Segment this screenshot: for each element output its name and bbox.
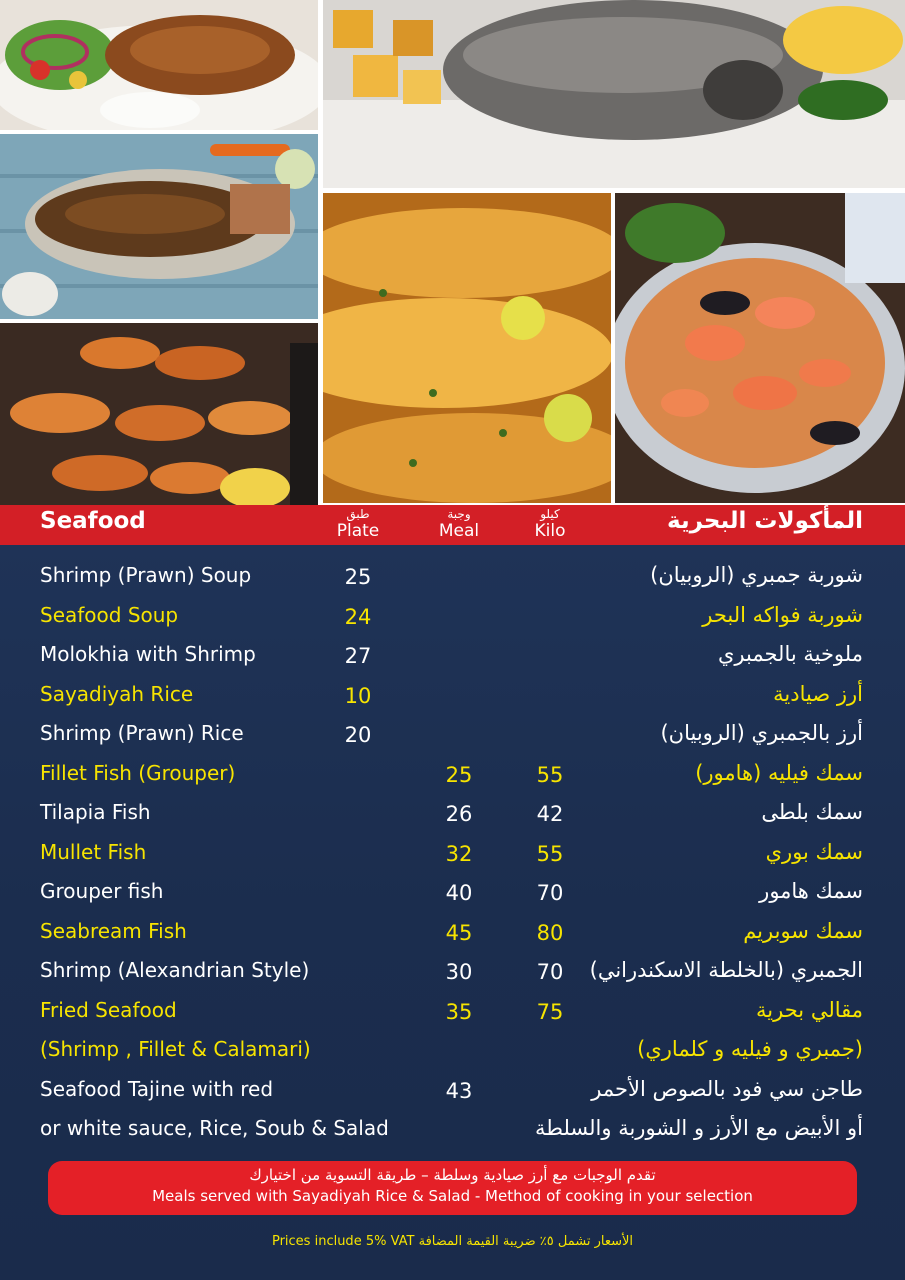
menu-item-name-ar: (جمبري و فيليه و كلماري) — [637, 1037, 863, 1061]
grilled-fish-potatoes-photo — [323, 0, 905, 188]
column-header-kilo — [510, 505, 590, 541]
menu-item-name-ar: أرز بالجمبري (الروبيان) — [660, 721, 863, 745]
menu-item-name-ar: سمك فيليه (هامور) — [695, 761, 863, 785]
menu-item-price-kilo: 70 — [536, 960, 564, 984]
whole-fish-tray-photo — [0, 134, 318, 319]
menu-item-name-ar: سمك بوري — [765, 840, 863, 864]
menu-item-row — [0, 636, 905, 675]
menu-item-row — [0, 755, 905, 794]
menu-header-band — [0, 505, 905, 545]
menu-item-name-ar: سمك بلطى — [761, 800, 863, 824]
menu-item-price-meal: 35 — [445, 1000, 473, 1024]
menu-item-price-kilo: 55 — [536, 842, 564, 866]
menu-item-name-en: Mullet Fish — [40, 840, 147, 864]
menu-item-price-meal: 25 — [445, 763, 473, 787]
menu-item-price-kilo: 75 — [536, 1000, 564, 1024]
menu-item-name-en: Seafood Tajine with red — [40, 1077, 274, 1101]
menu-item-name-ar: سمك سوبريم — [743, 919, 863, 943]
menu-item-name-ar: شوربة فواكه البحر — [702, 603, 863, 627]
menu-item-name-ar: الجمبري (بالخلطة الاسكندراني) — [589, 958, 863, 982]
meals-note-ar: تقدم الوجبات مع أرز صيادية وسلطة – طريقة التسوية من اختيارك — [249, 1166, 656, 1184]
menu-item-name-en: (Shrimp , Fillet & Calamari) — [40, 1037, 311, 1061]
menu-item-name-en: Fried Seafood — [40, 998, 177, 1022]
menu-item-row — [0, 834, 905, 873]
column-header-kilo-ar: كيلو — [540, 507, 560, 521]
menu-item-price-meal: 43 — [445, 1079, 473, 1103]
column-header-meal-ar: وجبة — [447, 507, 471, 521]
menu-item-price-meal: 32 — [445, 842, 473, 866]
menu-item-price-meal: 40 — [445, 881, 473, 905]
fried-fish-plate-photo — [0, 0, 318, 130]
menu-item-name-en: Shrimp (Prawn) Rice — [40, 721, 244, 745]
vat-notice: Prices include 5% VAT الأسعار تشمل ٥٪ ضريبة القيمة المضافة — [271, 1234, 634, 1249]
grilled-shrimp-pan-photo — [0, 323, 318, 505]
column-header-meal — [419, 505, 499, 541]
menu-item-price-kilo: 80 — [536, 921, 564, 945]
menu-item-price-kilo: 42 — [536, 802, 564, 826]
menu-item-row — [0, 557, 905, 596]
menu-item-name-ar: سمك هامور — [759, 879, 863, 903]
menu-item-name-ar: ملوخية بالجمبري — [717, 642, 863, 666]
menu-item-row — [0, 952, 905, 991]
menu-item-price-meal: 26 — [445, 802, 473, 826]
column-header-plate-ar: طبق — [346, 507, 370, 521]
column-header-meal-en: Meal — [438, 521, 480, 541]
menu-item-name-en: Shrimp (Alexandrian Style) — [40, 958, 310, 982]
menu-item-price-plate: 10 — [344, 684, 372, 708]
menu-item-price-plate: 27 — [344, 644, 372, 668]
menu-item-name-en: Tilapia Fish — [40, 800, 151, 824]
section-title-ar: المأكولات البحرية — [667, 508, 863, 534]
menu-item-name-ar: أو الأبيض مع الأرز و الشوربة والسلطة — [534, 1116, 863, 1140]
menu-item-row — [0, 992, 905, 1031]
meals-note-banner — [48, 1161, 857, 1215]
menu-item-row — [0, 1110, 905, 1149]
menu-item-price-plate: 25 — [344, 565, 372, 589]
menu-item-name-en: Grouper fish — [40, 879, 164, 903]
menu-item-price-plate: 24 — [344, 605, 372, 629]
menu-item-row — [0, 715, 905, 754]
menu-item-name-ar: أرز صيادية — [773, 682, 863, 706]
menu-item-price-meal: 30 — [445, 960, 473, 984]
menu-item-row — [0, 794, 905, 833]
menu-item-row — [0, 1031, 905, 1070]
menu-item-price-kilo: 70 — [536, 881, 564, 905]
menu-item-row — [0, 873, 905, 912]
menu-item-name-ar: طاجن سي فود بالصوص الأحمر — [591, 1077, 863, 1101]
food-photo-collage — [0, 0, 905, 505]
meals-note-en: Meals served with Sayadiyah Rice & Salad - Method of cooking in your selection — [152, 1187, 753, 1205]
menu-item-name-ar: شوربة جمبري (الروبيان) — [650, 563, 863, 587]
section-title-en: Seafood — [40, 508, 146, 534]
menu-item-price-plate: 20 — [344, 723, 372, 747]
menu-item-price-kilo: 55 — [536, 763, 564, 787]
menu-item-name-en: or white sauce, Rice, Soub & Salad — [40, 1116, 389, 1140]
menu-item-row — [0, 1071, 905, 1110]
menu-item-row — [0, 676, 905, 715]
column-header-kilo-en: Kilo — [534, 521, 566, 541]
menu-item-name-en: Fillet Fish (Grouper) — [40, 761, 236, 785]
menu-item-name-ar: مقالي بحرية — [756, 998, 863, 1022]
fish-fillet-sauce-photo — [323, 193, 611, 503]
menu-item-name-en: Seafood Soup — [40, 603, 179, 627]
menu-item-name-en: Sayadiyah Rice — [40, 682, 194, 706]
menu-item-name-en: Molokhia with Shrimp — [40, 642, 256, 666]
menu-item-price-meal: 45 — [445, 921, 473, 945]
seafood-pasta-photo — [615, 193, 905, 503]
menu-item-row — [0, 913, 905, 952]
column-header-plate — [318, 505, 398, 541]
menu-item-name-en: Shrimp (Prawn) Soup — [40, 563, 252, 587]
menu-item-row — [0, 597, 905, 636]
column-header-plate-en: Plate — [336, 521, 380, 541]
menu-item-name-en: Seabream Fish — [40, 919, 187, 943]
